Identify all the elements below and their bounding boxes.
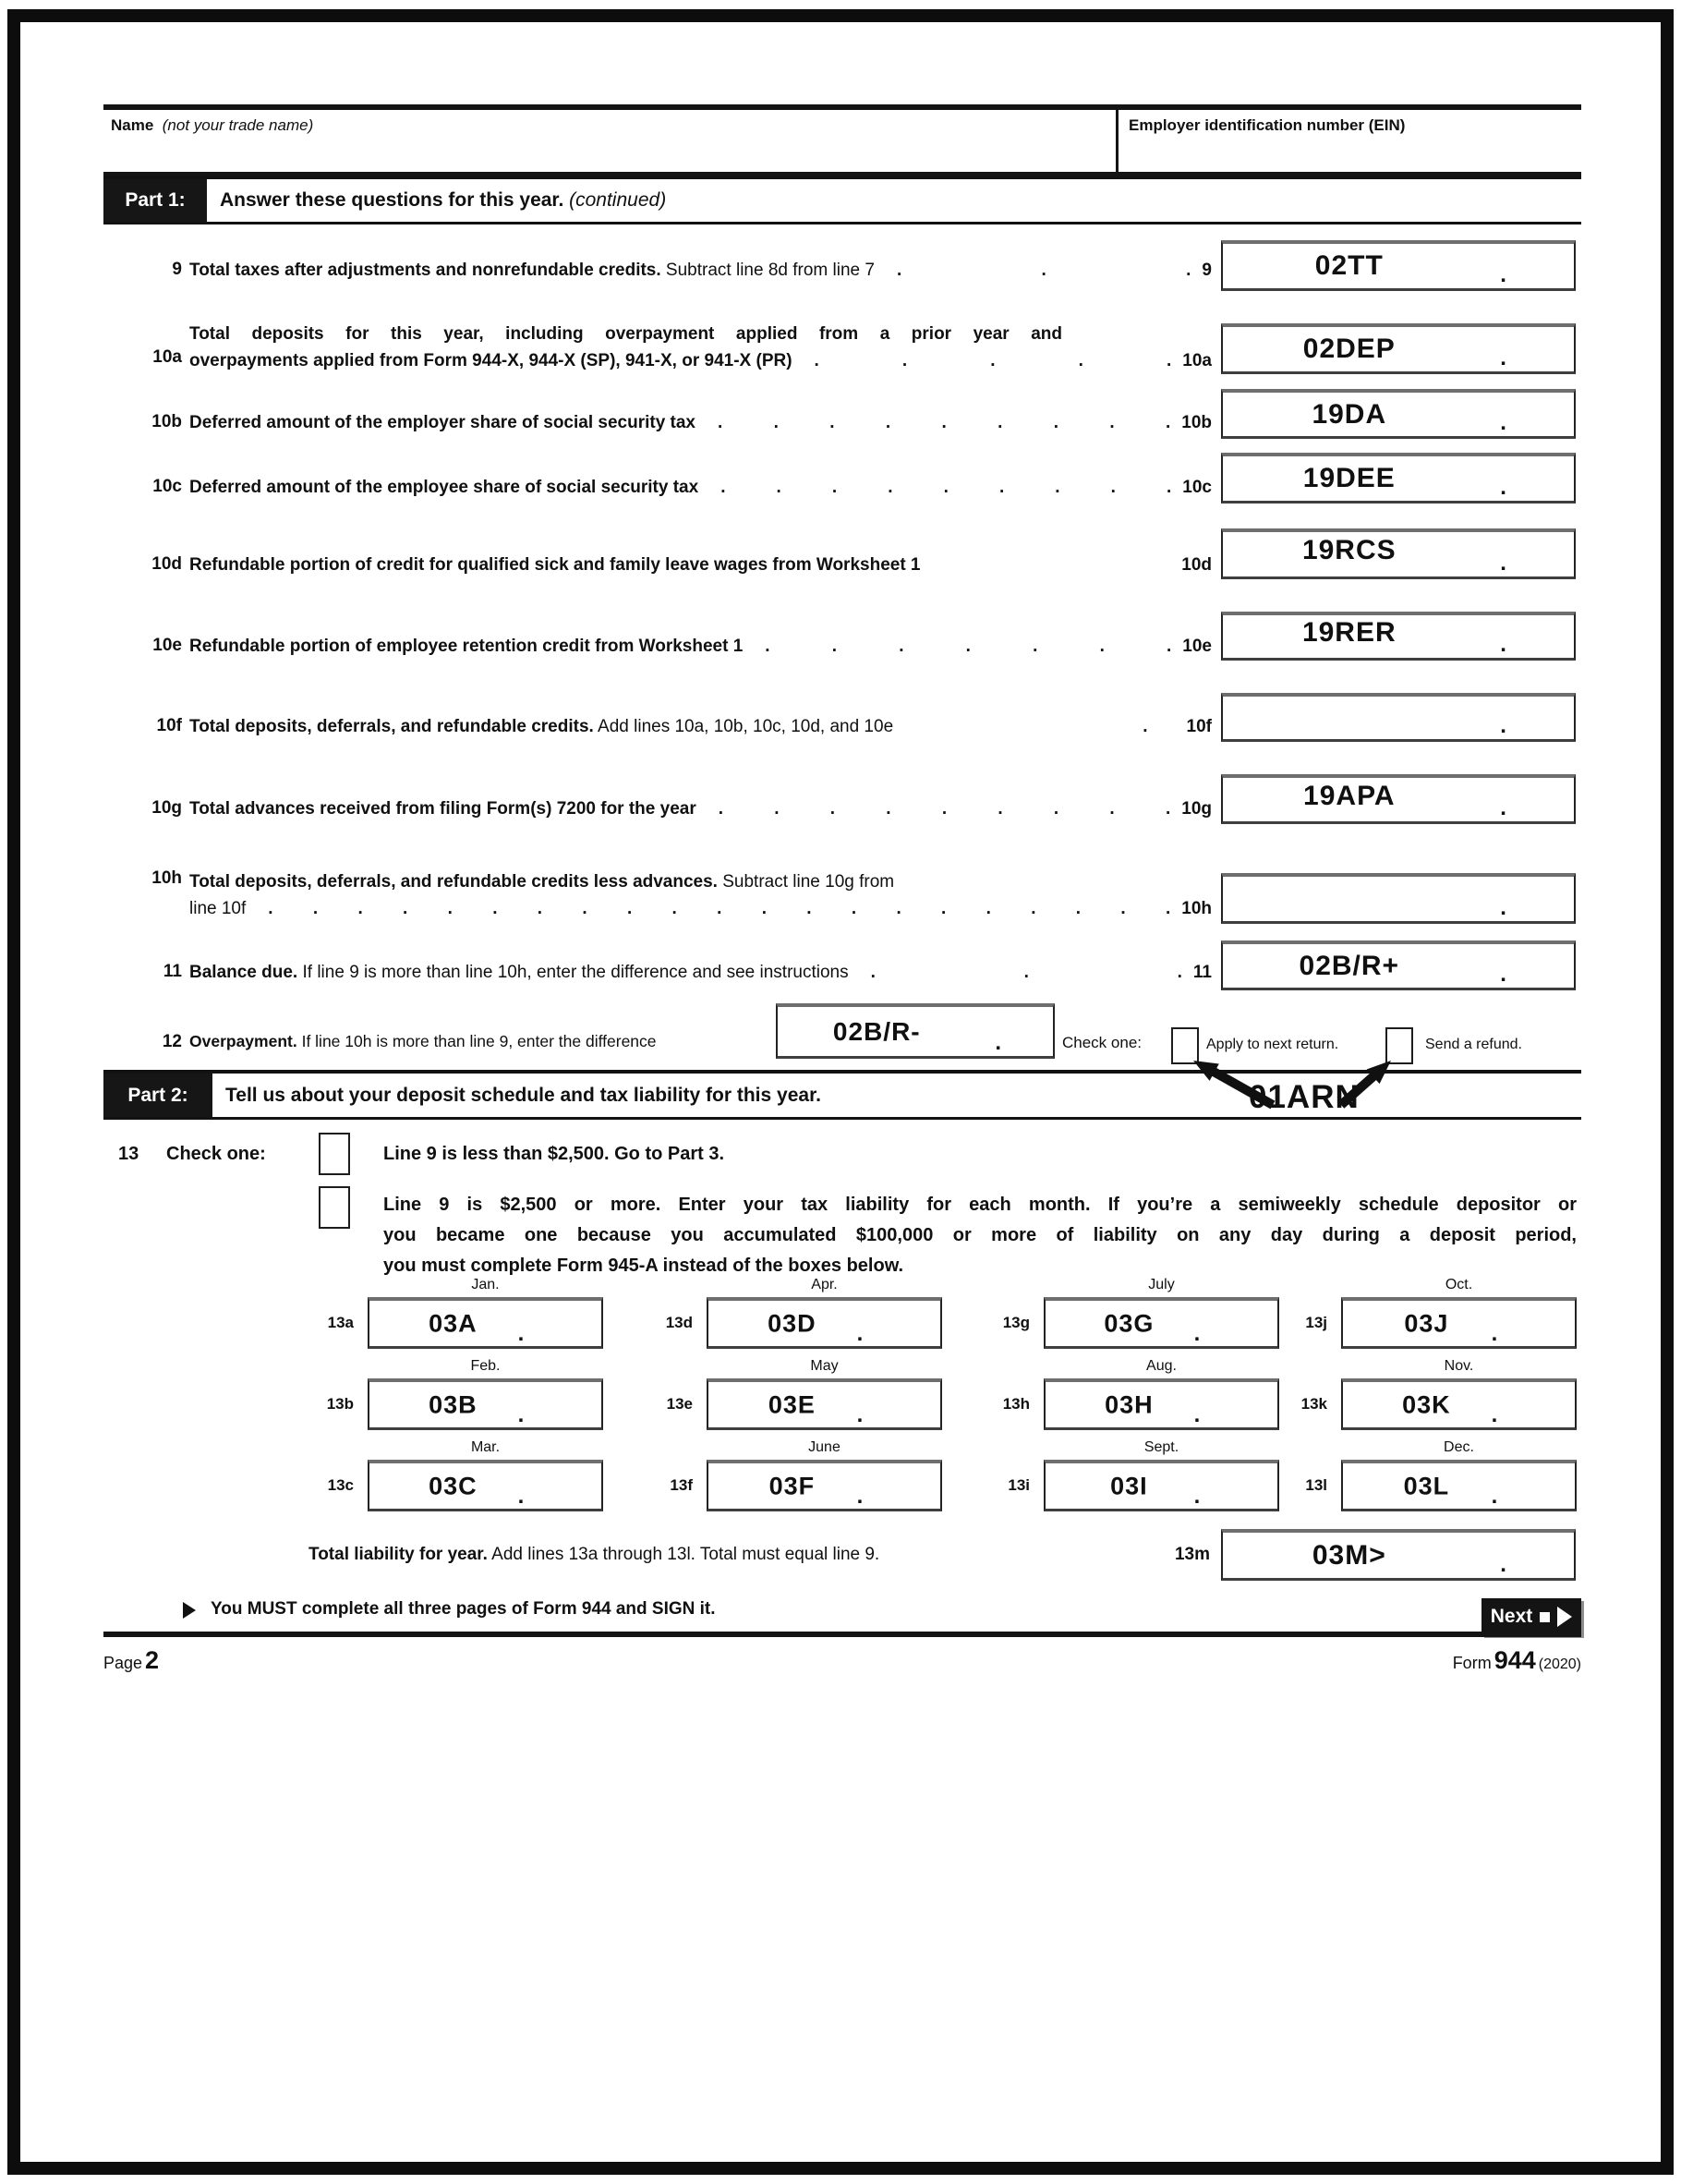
line10h-row [189,868,1212,922]
next-arrow-icon [1557,1607,1572,1627]
month-box-13l[interactable] [1341,1460,1577,1511]
line10e-value: 19RER [1301,617,1397,649]
line10h-text-rest: Subtract line 10g from [717,872,895,892]
line10c-decimal-point: . [1500,475,1506,500]
line10g-ref: 10g [1181,799,1212,819]
line10a-decimal-point: . [1500,346,1506,370]
line9-decimal-point: . [1500,262,1506,287]
cell-ref-13i: 13i [1008,1476,1030,1494]
month-value-13j: 03J [1404,1309,1449,1337]
month-decimal-13h: . [1193,1402,1201,1427]
line11-amount-box[interactable] [1221,940,1576,990]
cell-ref-13g: 13g [1002,1314,1030,1331]
line10g-number: 10g [151,798,182,818]
part1-tag: Part 1: [103,179,207,222]
cell-ref-13a: 13a [327,1314,354,1331]
month-box-13f[interactable] [707,1460,942,1511]
line11-row [189,962,1212,984]
line9-value: 02TT [1314,250,1384,281]
month-value-13a: 03A [429,1309,478,1337]
month-value-13l: 03L [1403,1472,1450,1499]
line11-decimal-point: . [1500,962,1506,987]
line9-text: Subtract line 8d from line 7 [660,261,875,280]
line10h-dot-leader: . . . . . . . . . . . . . . . . . . . . . [268,899,1171,918]
form-number: 944 [1494,1646,1536,1674]
line12-text [189,1032,657,1051]
pointer-triangle-icon [183,1602,196,1619]
month-box-13k[interactable] [1341,1378,1577,1430]
part1-continued: (continued) [569,189,667,211]
cell-ref-13j: 13j [1305,1314,1327,1331]
line13m-decimal-point: . [1500,1552,1506,1577]
cell-ref-13l: 13l [1305,1476,1327,1494]
line11-ref: 11 [1192,963,1212,982]
line10f-decimal-point: . [1500,713,1506,738]
month-box-13j[interactable] [1341,1297,1577,1349]
month-decimal-13e: . [856,1402,864,1427]
month-label-feb: Feb. [470,1358,501,1374]
line13-option1-label: Line 9 is less than $2,500. Go to Part 3. [383,1144,725,1164]
line10f-text-bold: Total deposits, deferrals, and refundable credits. [189,717,594,736]
line13-option2-label [383,1190,1577,1281]
line10b-decimal-point: . [1500,410,1506,435]
month-box-13d[interactable] [707,1297,942,1349]
line11-text-bold: Balance due. [189,963,298,982]
line11-number: 11 [163,962,182,981]
month-decimal-13c: . [517,1484,525,1509]
line10f-row [189,716,1212,738]
line10a-number: 10a [152,347,182,367]
month-decimal-13i: . [1193,1484,1201,1509]
line10e-dot-leader: . . . . . . . [765,637,1172,656]
line10d-amount-box[interactable] [1221,528,1576,579]
cell-ref-13e: 13e [666,1395,693,1413]
line10f-dot-leader: . [1143,717,1148,736]
line13m-value: 03M> [1312,1539,1386,1571]
line10b-value: 19DA [1312,398,1387,430]
month-box-13e[interactable] [707,1378,942,1430]
month-decimal-13k: . [1491,1402,1498,1427]
apply-to-next-return-label: Apply to next return. [1206,1037,1339,1052]
month-box-13g[interactable] [1044,1297,1279,1349]
month-value-13f: 03F [768,1472,816,1499]
line9-number: 9 [172,260,182,279]
line9-amount-box[interactable] [1221,240,1576,291]
line10g-amount-box[interactable] [1221,774,1576,824]
month-decimal-13b: . [517,1402,525,1427]
next-button[interactable] [1481,1598,1581,1635]
line9-text-bold: Total taxes after adjustments and nonrefundable credits. [189,261,661,280]
line10g-value: 19APA [1303,780,1396,811]
line9-dot-leader: . . . [896,261,1191,280]
month-label-june: June [808,1439,840,1455]
line10d-number: 10d [151,554,182,574]
month-box-13a[interactable] [368,1297,603,1349]
line12-number: 12 [162,1032,182,1051]
month-value-13h: 03H [1105,1390,1154,1418]
line12-value: 02B/R- [832,1016,921,1046]
line10c-value: 19DEE [1302,463,1396,493]
line10b-dot-leader: . . . . . . . . . [718,413,1171,432]
month-value-13c: 03C [429,1472,478,1499]
month-label-dec: Dec. [1444,1439,1474,1455]
line10h-ref: 10h [1181,899,1212,918]
line9-ref: 9 [1202,261,1212,280]
next-button-label: Next [1490,1606,1533,1627]
line10h-amount-box[interactable] [1221,873,1576,924]
line11-value: 02B/R+ [1299,950,1400,981]
month-decimal-13d: . [856,1321,864,1346]
line10a-value: 02DEP [1302,334,1396,364]
cell-ref-13c: 13c [327,1476,354,1494]
line13-option2-line2: you became one because you accumulated $100,000 or more of liability on any day during a deposit period, [383,1225,1577,1245]
month-value-13d: 03D [768,1309,816,1337]
form-number-footer [1330,1646,1581,1675]
line10e-decimal-point: . [1500,632,1506,657]
month-box-13h[interactable] [1044,1378,1279,1430]
send-a-refund-label: Send a refund. [1425,1037,1522,1052]
line10h-text-bold: Total deposits, deferrals, and refundable credits less advances. [189,872,718,892]
page-label: Page [103,1654,143,1672]
part1-title [220,189,666,212]
part1-header-bar [103,176,1581,224]
line10g-dot-leader: . . . . . . . . . [718,799,1171,819]
name-hint: (not your trade name) [162,116,314,134]
line10b-text: Deferred amount of the employer share of social security tax [189,413,696,432]
month-box-13c[interactable] [368,1460,603,1511]
line10a-ref: 10a [1182,351,1212,370]
line10h-number: 10h [151,868,182,888]
line10f-amount-box[interactable] [1221,693,1576,742]
month-value-13b: 03B [429,1390,478,1418]
line10e-row [189,636,1212,658]
line13-number: 13 [118,1144,139,1164]
line13m-text-bold: Total liability for year. [308,1545,488,1564]
line13-option2-checkbox[interactable] [319,1186,350,1229]
month-label-oct: Oct. [1445,1277,1473,1292]
must-complete-note: You MUST complete all three pages of Form 944 and SIGN it. [211,1599,716,1619]
month-value-13g: 03G [1104,1309,1155,1337]
month-label-sept: Sept. [1143,1439,1179,1455]
month-label-mar: Mar. [470,1439,501,1455]
line12-text-bold: Overpayment. [189,1032,297,1050]
line10d-row [189,554,1212,576]
line10b-amount-box[interactable] [1221,389,1576,439]
line11-dot-leader: . . . [870,963,1182,982]
line10h-text-line2: line 10f [189,899,247,918]
month-box-13b[interactable] [368,1378,603,1430]
line12-amount-box[interactable] [776,1003,1055,1059]
line13m-text-rest: Add lines 13a through 13l. Total must equal line 9. [487,1545,880,1564]
line10b-number: 10b [151,412,182,431]
part2-tag: Part 2: [103,1074,212,1117]
line10g-row [189,798,1212,820]
cell-ref-13k: 13k [1300,1395,1327,1413]
month-value-13k: 03K [1402,1390,1451,1418]
month-label-july: July [1148,1277,1175,1292]
month-label-may: May [810,1358,839,1374]
form-year: (2020) [1538,1656,1581,1672]
line10c-dot-leader: . . . . . . . . . [720,478,1172,497]
line13-option2-line3: you must complete Form 945-A instead of the boxes below. [383,1256,904,1276]
line10d-decimal-point: . [1500,551,1506,576]
line12-check-one-label: Check one: [1062,1034,1142,1051]
line10a-amount-box[interactable] [1221,323,1576,374]
month-value-13e: 03E [768,1390,816,1418]
line10a-row [189,321,1212,374]
month-label-aug: Aug. [1146,1358,1177,1374]
month-decimal-13l: . [1491,1484,1498,1509]
line10c-amount-box[interactable] [1221,453,1576,504]
line10a-text-line2: overpayments applied from Form 944-X, 944-X (SP), 941-X, or 941-X (PR) [189,351,792,370]
line10e-number: 10e [152,636,182,655]
ein-input-area[interactable] [1119,134,1580,171]
cell-ref-13f: 13f [670,1476,693,1494]
line13m-ref: 13m [1174,1545,1210,1564]
month-decimal-13j: . [1491,1321,1498,1346]
month-label-nov: Nov. [1444,1358,1474,1374]
line10e-amount-box[interactable] [1221,612,1576,661]
line11-text: If line 9 is more than line 10h, enter the difference and see instructions [297,963,849,982]
page-number: 2 [145,1646,160,1674]
cell-ref-13d: 13d [665,1314,693,1331]
line10f-text: Add lines 10a, 10b, 10c, 10d, and 10e [593,717,894,736]
line10d-text: Refundable portion of credit for qualified sick and family leave wages from Worksheet 1 [189,555,921,575]
line10c-text: Deferred amount of the employee share of social security tax [189,478,699,497]
line10c-row [189,477,1212,499]
cell-ref-13b: 13b [326,1395,354,1413]
next-square-icon [1540,1612,1550,1622]
line13-option2-line1: Line 9 is $2,500 or more. Enter your tax liability for each month. If you’re a semiweekly schedule depositor or [383,1195,1577,1215]
header-top-rule [103,104,1581,110]
form-label: Form [1452,1654,1492,1672]
month-decimal-13g: . [1193,1321,1201,1346]
line13-option1-checkbox[interactable] [319,1133,350,1175]
line10d-value: 19RCS [1301,535,1397,566]
line10h-decimal-point: . [1500,895,1506,920]
line10g-text: Total advances received from filing Form(s) 7200 for the year [189,799,696,819]
line13m-text [308,1545,879,1565]
line10c-ref: 10c [1182,478,1212,497]
line10b-row [189,412,1212,434]
line10d-ref: 10d [1181,555,1212,575]
line10g-decimal-point: . [1500,795,1506,820]
line13-check-one-label: Check one: [166,1144,266,1164]
month-decimal-13f: . [856,1484,864,1509]
part2-title: Tell us about your deposit schedule and tax liability for this year. [225,1084,821,1106]
line10a-dot-leader: . . . . . [814,351,1172,370]
line12-text-rest: If line 10h is more than line 9, enter the difference [296,1032,657,1050]
line12-decimal-point: . [995,1030,1002,1055]
name-label-bold: Name [111,116,154,134]
month-decimal-13a: . [517,1321,525,1346]
line10f-ref: 10f [1186,717,1212,736]
line9-row [189,260,1212,282]
line10e-text: Refundable portion of employee retention credit from Worksheet 1 [189,637,744,656]
cell-ref-13h: 13h [1002,1395,1030,1413]
name-input-area[interactable] [103,122,1112,170]
line10e-ref: 10e [1182,637,1212,656]
line10a-text-line1: Total deposits for this year, including overpayment applied from a prior year and [189,324,1062,344]
page-number-footer [103,1646,162,1675]
field-code-01ARN: 01ARN [1249,1079,1360,1115]
month-box-13i[interactable] [1044,1460,1279,1511]
part1-title-text: Answer these questions for this year. [220,189,564,211]
line10c-number: 10c [152,477,182,496]
line10f-number: 10f [156,716,182,735]
line13m-amount-box[interactable] [1221,1529,1576,1581]
month-label-apr: Apr. [811,1277,838,1292]
line10h-text-line1 [189,868,1212,895]
footer-rule [103,1632,1581,1637]
month-value-13i: 03I [1110,1472,1148,1499]
month-label-jan: Jan. [471,1277,500,1292]
line10b-ref: 10b [1181,413,1212,432]
ein-field-label: Employer identification number (EIN) [1129,116,1406,134]
